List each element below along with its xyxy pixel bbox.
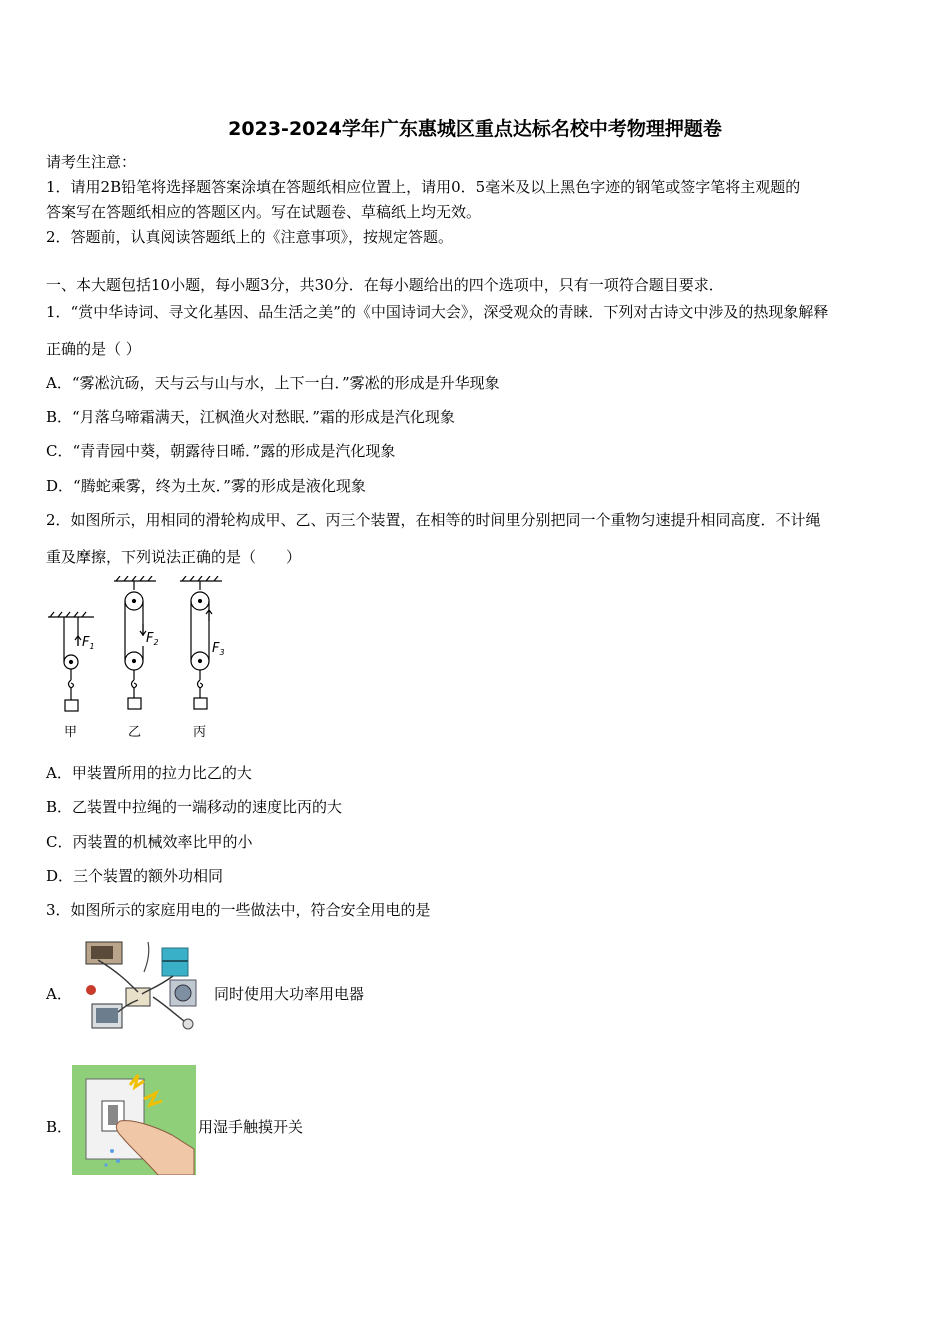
question-1-option-d: D．“腾蛇乘雾，终为土灰．”雾的形成是液化现象	[46, 477, 366, 495]
question-1-option-c: C．“青青园中葵，朝露待日晞．”露的形成是汽化现象	[46, 442, 396, 460]
question-1-option-b: B．“月落乌啼霜满天，江枫渔火对愁眠．”霜的形成是汽化现象	[46, 408, 455, 426]
question-2-stem-line-2: 重及摩擦，下列说法正确的是（ ）	[46, 548, 302, 566]
page-title: 2023-2024学年广东惠城区重点达标名校中考物理押题卷	[228, 118, 722, 140]
question-2-stem-line-1: 2．如图所示，用相同的滑轮构成甲、乙、丙三个装置，在相等的时间里分别把同一个重物匀速提升相同高度．不计绳	[46, 511, 821, 529]
force-label-f1: $F_1$	[82, 635, 95, 651]
device-label-yi: 乙	[128, 725, 142, 740]
notice-item-1-line-2: 答案写在答题纸相应的答题区内。写在试题卷、草稿纸上均无效。	[46, 203, 482, 221]
question-3-option-b-letter: B．	[46, 1118, 73, 1136]
question-2-option-b: B．乙装置中拉绳的一端移动的速度比丙的大	[46, 798, 343, 816]
pulley-figure	[44, 576, 244, 741]
notice-item-1-line-1: 1．请用2B铅笔将选择题答案涂填在答题纸相应位置上，请用0．5毫米及以上黑色字迹的钢笔或签字笔将主观题的	[46, 178, 801, 196]
question-2-option-c: C．丙装置的机械效率比甲的小	[46, 833, 253, 851]
appliances-illustration	[78, 932, 208, 1040]
section-heading: 一、本大题包括10小题，每小题3分，共30分．在每小题给出的四个选项中，只有一项符合题目要求．	[46, 276, 724, 294]
wet-hand-switch-illustration	[72, 1065, 196, 1175]
force-label-f2: $F_2$	[146, 631, 159, 647]
question-2-option-a: A．甲装置所用的拉力比乙的大	[46, 764, 252, 782]
question-2-option-d: D．三个装置的额外功相同	[46, 867, 224, 885]
force-label-f3: $F_3$	[212, 641, 225, 657]
question-3-option-a-letter: A．	[46, 985, 72, 1003]
question-1-option-a: A．“雾凇沆砀，天与云与山与水，上下一白．”雾凇的形成是升华现象	[46, 374, 500, 392]
question-1-stem-line-1: 1．“赏中华诗词、寻文化基因、品生活之美”的《中国诗词大会》，深受观众的青睐．下列对古诗文中涉及的热现象解释	[46, 303, 829, 321]
question-3-option-b-text: 用湿手触摸开关	[198, 1118, 304, 1136]
pulley-device-jia	[48, 612, 94, 711]
question-3-stem: 3．如图所示的家庭用电的一些做法中，符合安全用电的是	[46, 901, 431, 919]
device-label-bing: 丙	[193, 725, 207, 740]
question-1-stem-line-2: 正确的是（ ）	[46, 340, 141, 358]
notice-item-2: 2．答题前，认真阅读答题纸上的《注意事项》，按规定答题。	[46, 228, 454, 246]
device-label-jia: 甲	[64, 725, 78, 740]
question-3-option-a-text: 同时使用大功率用电器	[214, 985, 365, 1003]
notice-heading: 请考生注意：	[46, 153, 137, 171]
